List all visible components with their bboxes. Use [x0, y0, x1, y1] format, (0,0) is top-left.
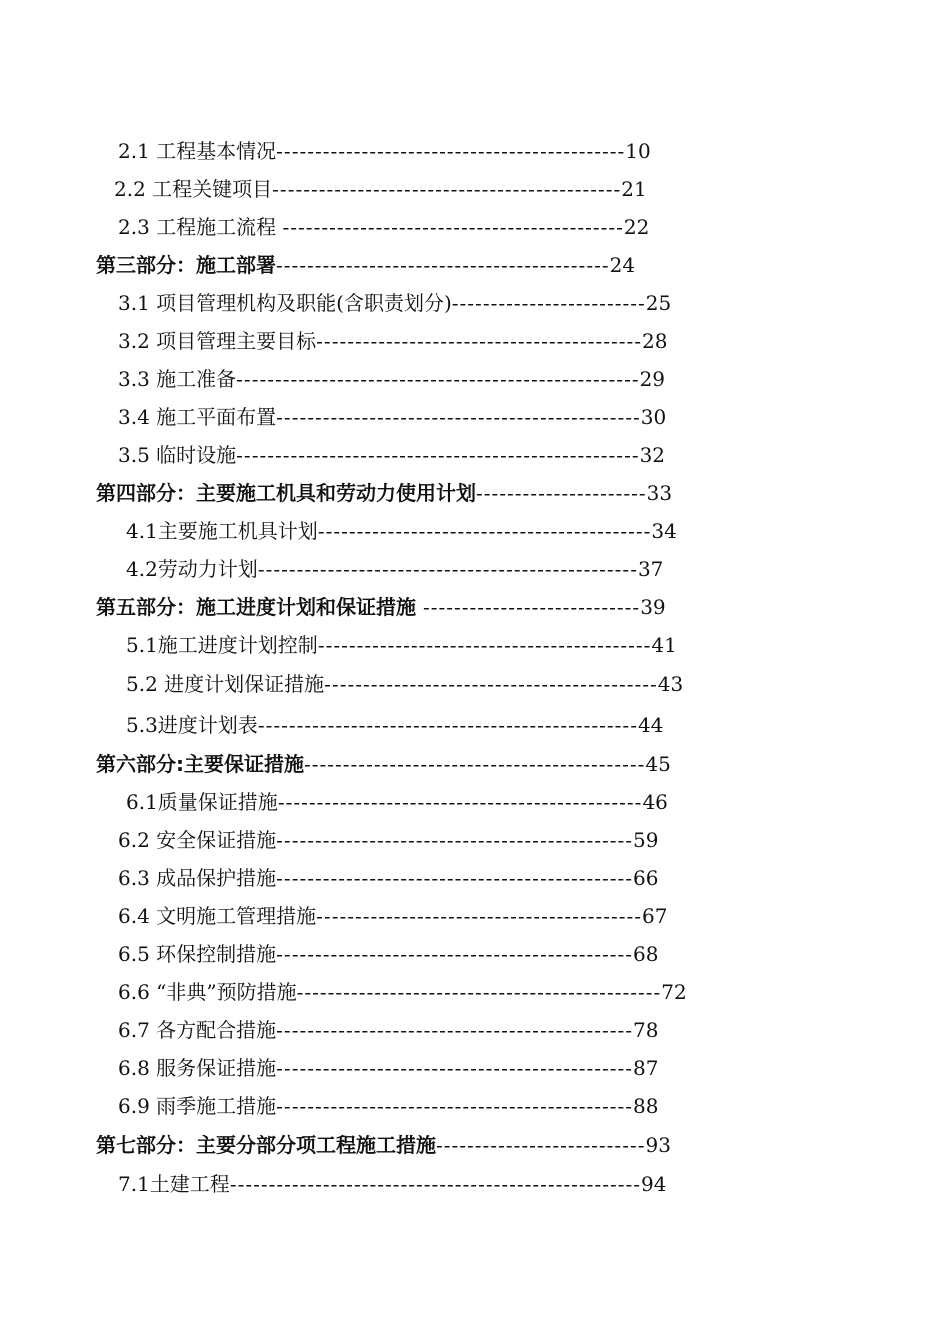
toc-page-number: 24 [609, 253, 636, 277]
toc-page-number: 33 [646, 481, 673, 505]
toc-leader-dashes: ------------------------------------------- [324, 672, 658, 696]
toc-page-number: 32 [639, 443, 666, 467]
toc-entry-4-2[interactable] [126, 554, 663, 584]
toc-entry-title: 5.1施工进度计划控制 [126, 633, 318, 657]
toc-entry-4-1[interactable] [126, 516, 677, 546]
toc-entry-2-2[interactable] [114, 174, 647, 204]
toc-page-number: 30 [640, 405, 667, 429]
toc-leader-dashes: -------------------------------------------- [304, 752, 646, 776]
toc-leader-dashes: ---------------------------------------------------- [236, 367, 640, 391]
toc-leader-dashes: ------------------------------------------------- [257, 713, 638, 737]
toc-leader-dashes: ------------------------------------------- [317, 519, 652, 543]
toc-leader-dashes: ---------------------------------------------------- [236, 443, 640, 467]
toc-page-number: 88 [633, 1094, 659, 1118]
toc-entry-title: 6.7 各方配合措施 [118, 1018, 277, 1042]
toc-page-number: 29 [639, 367, 666, 391]
toc-page-number: 59 [633, 828, 659, 852]
toc-leader-dashes: -------------------------------------------- [282, 215, 624, 239]
toc-entry-title: 7.1土建工程 [118, 1172, 230, 1196]
toc-entry-6-8[interactable] [118, 1053, 658, 1083]
toc-part-title: 第七部分：主要分部分项工程施工措施 [96, 1133, 436, 1157]
toc-leader-dashes: ---------------------------------------------- [276, 1056, 634, 1080]
toc-entry-title: 2.3 工程施工流程 [118, 215, 283, 239]
toc-part-4[interactable] [96, 478, 672, 508]
toc-page-number: 45 [645, 752, 671, 776]
toc-leader-dashes: ---------------------- [476, 481, 647, 505]
toc-entry-7-1[interactable] [118, 1169, 666, 1199]
toc-entry-3-3[interactable] [118, 364, 665, 394]
toc-entry-title: 6.2 安全保证措施 [118, 828, 277, 852]
toc-page-number: 68 [633, 942, 659, 966]
toc-page-number: 10 [625, 139, 651, 163]
toc-entry-3-2[interactable] [118, 326, 667, 356]
toc-part-3[interactable] [96, 250, 635, 280]
toc-leader-dashes: --------------------------------------------- [272, 177, 622, 201]
toc-entry-title: 5.3进度计划表 [126, 713, 258, 737]
toc-leader-dashes: --------------------------- [436, 1133, 646, 1157]
toc-entry-6-5[interactable] [118, 939, 658, 969]
toc-page-number: 78 [633, 1018, 659, 1042]
toc-leader-dashes: ------------------------- [451, 291, 646, 315]
toc-page-number: 67 [642, 904, 668, 928]
toc-page-number: 39 [640, 595, 666, 619]
toc-entry-6-4[interactable] [118, 901, 667, 931]
toc-part-6[interactable] [96, 749, 671, 779]
toc-leader-dashes: ------------------------------------------- [317, 633, 652, 657]
toc-page-number: 28 [642, 329, 668, 353]
toc-leader-dashes: ----------------------------------------------- [277, 790, 643, 814]
toc-part-title: 第六部分:主要保证措施 [96, 752, 304, 776]
toc-entry-title: 3.5 临时设施 [118, 443, 237, 467]
toc-entry-2-3[interactable] [118, 212, 649, 242]
toc-entry-3-5[interactable] [118, 440, 665, 470]
toc-entry-title: 2.2 工程关键项目 [114, 177, 273, 201]
toc-page-number: 25 [645, 291, 672, 315]
toc-leader-dashes: ---------------------------------------------- [276, 828, 634, 852]
toc-entry-title: 3.3 施工准备 [118, 367, 237, 391]
toc-page-number: 93 [645, 1133, 671, 1157]
toc-entry-2-1[interactable] [118, 136, 651, 166]
toc-entry-title: 6.8 服务保证措施 [118, 1056, 277, 1080]
toc-leader-dashes: ----------------------------------------------- [296, 980, 662, 1004]
toc-entry-3-4[interactable] [118, 402, 666, 432]
toc-page-number: 37 [637, 557, 664, 581]
toc-leader-dashes: ----------------------------------------------------- [229, 1172, 641, 1196]
toc-part-title: 第五部分：施工进度计划和保证措施 [96, 595, 423, 619]
toc-entry-6-3[interactable] [118, 863, 658, 893]
toc-entry-6-9[interactable] [118, 1091, 658, 1121]
toc-entry-title: 6.9 雨季施工措施 [118, 1094, 277, 1118]
toc-entry-6-7[interactable] [118, 1015, 658, 1045]
toc-entry-title: 6.3 成品保护措施 [118, 866, 277, 890]
toc-entry-title: 5.2 进度计划保证措施 [126, 672, 325, 696]
toc-page-number: 66 [633, 866, 659, 890]
toc-entry-title: 3.2 项目管理主要目标 [118, 329, 317, 353]
toc-page-number: 34 [651, 519, 677, 543]
toc-page-number: 43 [657, 672, 684, 696]
toc-entry-title: 4.1主要施工机具计划 [126, 519, 318, 543]
toc-leader-dashes: ------------------------------------------ [316, 904, 642, 928]
toc-page-number: 46 [642, 790, 668, 814]
toc-entry-title: 6.1质量保证措施 [126, 790, 278, 814]
toc-part-title: 第三部分：施工部署 [96, 253, 276, 277]
toc-leader-dashes: ----------------------------------------------- [276, 405, 641, 429]
toc-entry-title: 4.2劳动力计划 [126, 557, 258, 581]
toc-entry-title: 2.1 工程基本情况 [118, 139, 277, 163]
toc-entry-title: 3.4 施工平面布置 [118, 405, 277, 429]
toc-entry-5-2[interactable] [126, 669, 683, 699]
toc-entry-6-6[interactable] [118, 977, 687, 1007]
toc-entry-title: 6.5 环保控制措施 [118, 942, 277, 966]
toc-leader-dashes: ---------------------------------------------- [276, 1018, 634, 1042]
toc-page-number: 94 [640, 1172, 667, 1196]
toc-leader-dashes: --------------------------------------------- [276, 139, 626, 163]
toc-entry-title: 6.4 文明施工管理措施 [118, 904, 317, 928]
toc-entry-title: 6.6 “非典”预防措施 [118, 980, 297, 1004]
toc-entry-5-3[interactable] [126, 710, 663, 740]
toc-leader-dashes: ---------------------------------------------- [276, 1094, 634, 1118]
toc-page-number: 21 [621, 177, 647, 201]
toc-leader-dashes: ------------------------------------------ [316, 329, 642, 353]
toc-page-number: 87 [633, 1056, 659, 1080]
toc-entry-3-1[interactable] [118, 288, 671, 318]
toc-part-title: 第四部分：主要施工机具和劳动力使用计划 [96, 481, 476, 505]
toc-page-number: 44 [637, 713, 664, 737]
toc-part-5[interactable] [96, 592, 666, 622]
toc-leader-dashes: ------------------------------------------------- [257, 557, 638, 581]
toc-entry-title: 3.1 项目管理机构及职能(含职责划分) [118, 291, 452, 315]
toc-entry-5-1[interactable] [126, 630, 677, 660]
toc-page-number: 72 [661, 980, 687, 1004]
toc-leader-dashes: ---------------------------------------------- [276, 866, 634, 890]
toc-leader-dashes: ---------------------------- [422, 595, 641, 619]
toc-page-number: 41 [651, 633, 677, 657]
toc-entry-6-2[interactable] [118, 825, 658, 855]
toc-part-7[interactable] [96, 1130, 671, 1160]
toc-leader-dashes: ---------------------------------------------- [276, 942, 634, 966]
toc-entry-6-1[interactable] [126, 787, 668, 817]
toc-leader-dashes: ------------------------------------------- [276, 253, 610, 277]
toc-page-number: 22 [623, 215, 650, 239]
